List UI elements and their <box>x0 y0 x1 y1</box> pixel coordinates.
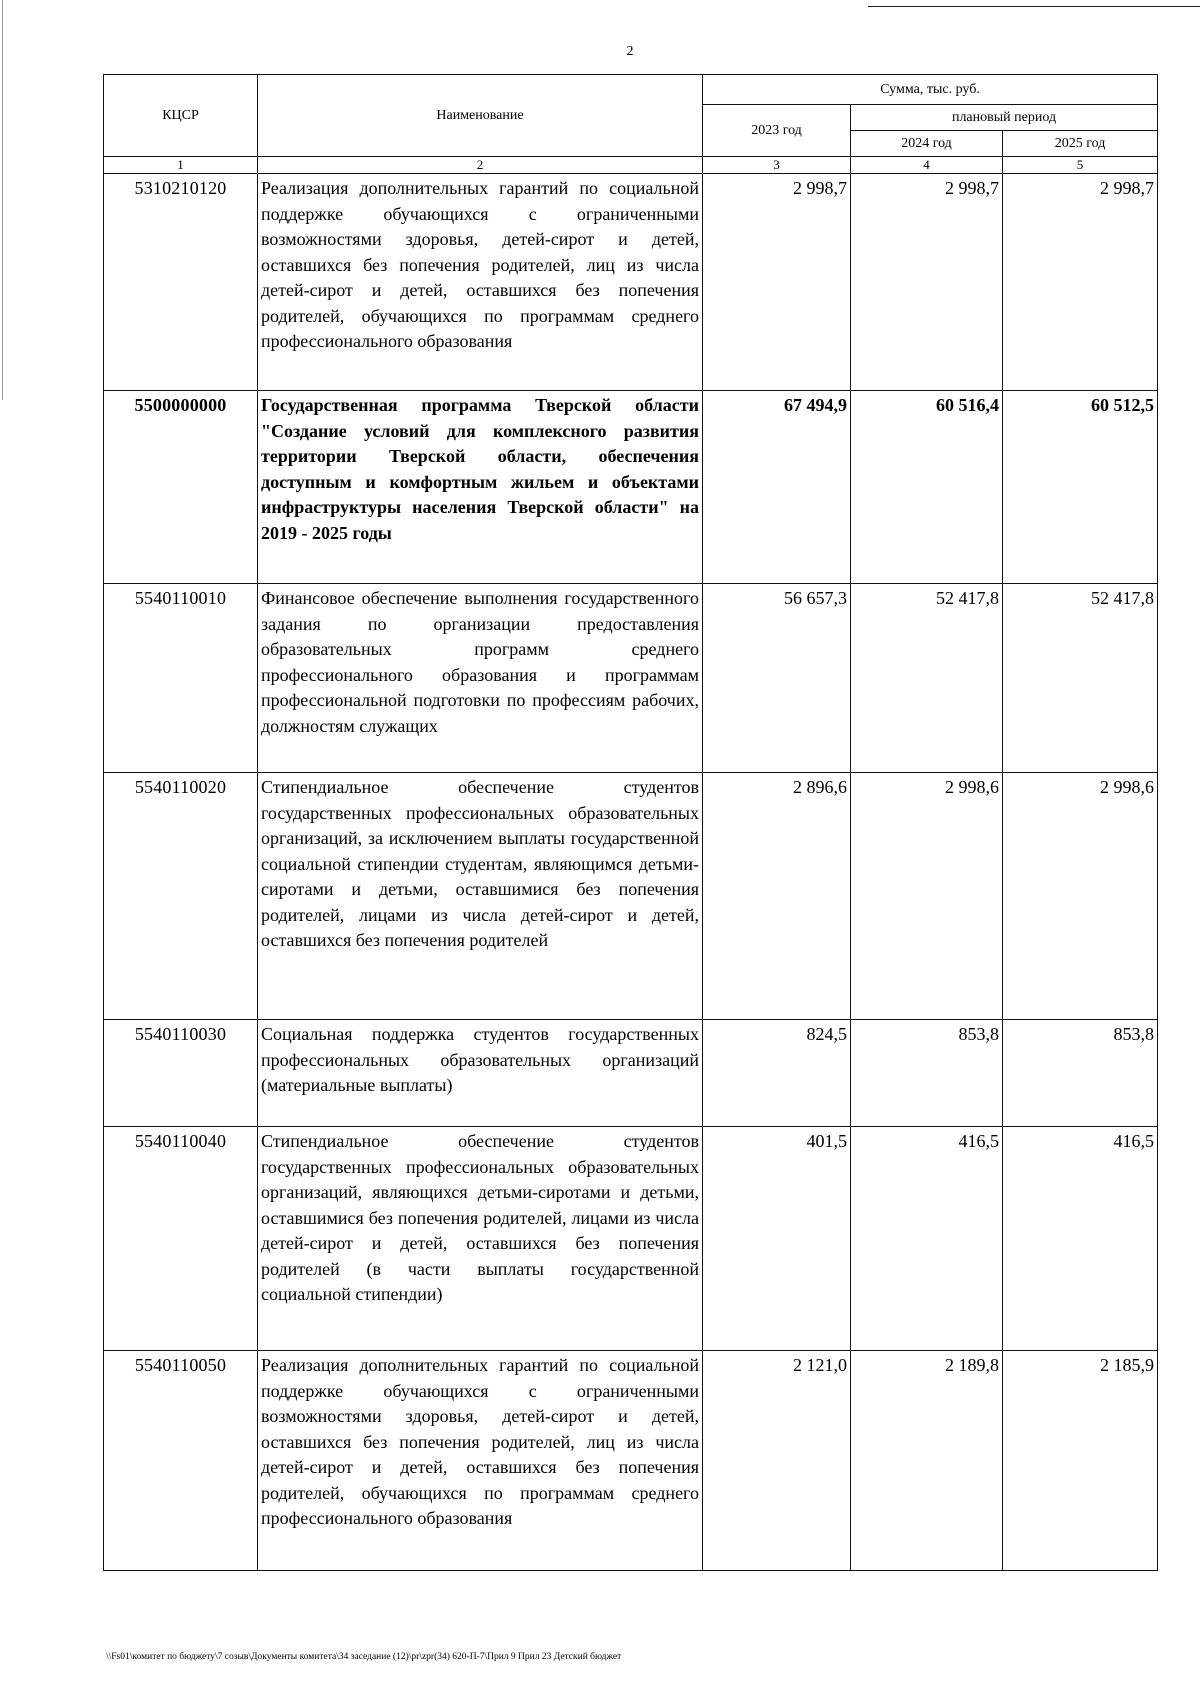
column-index: 2 <box>258 157 703 174</box>
row-code: 5540110050 <box>104 1351 258 1571</box>
row-value-2025: 52 417,8 <box>1003 584 1158 773</box>
table-row <box>104 1020 1158 1127</box>
row-code: 5540110040 <box>104 1127 258 1351</box>
row-value-2023: 2 121,0 <box>703 1351 851 1571</box>
header-planning-period: плановый период <box>851 105 1158 131</box>
budget-table <box>103 74 1158 1571</box>
header-year-2024: 2024 год <box>851 131 1003 157</box>
table-row <box>104 174 1158 391</box>
row-value-2023: 401,5 <box>703 1127 851 1351</box>
row-name: Реализация дополнительных гарантий по социальной поддержке обучающихся с ограниченными возможностями здоровья, детей-сирот и детей, оставшихся без попечения родителей, лиц из числа детей-сирот и детей, оставшихся без попечения родителей, обучающихся по программам среднего профессионального образования <box>258 1351 703 1571</box>
table-row <box>104 1127 1158 1351</box>
page-number: 2 <box>626 44 634 59</box>
row-code: 5540110020 <box>104 773 258 1020</box>
top-rule <box>868 6 1200 7</box>
row-value-2023: 67 494,9 <box>703 391 851 584</box>
table-row <box>104 391 1158 584</box>
row-value-2024: 2 998,7 <box>851 174 1003 391</box>
row-value-2025: 2 998,7 <box>1003 174 1158 391</box>
row-code: 5500000000 <box>104 391 258 584</box>
row-code: 5310210120 <box>104 174 258 391</box>
row-value-2023: 824,5 <box>703 1020 851 1127</box>
header-year-2023: 2023 год <box>703 105 851 157</box>
scan-edge-line <box>2 0 3 400</box>
footer-file-path: \\Fs01\комитет по бюджету\7 созыв\Документы комитета\34 заседание (12)\pr\zpr(34) 620-П-7\Прил 9 Прил 23 Детский бюджет <box>106 1652 622 1662</box>
row-name: Государственная программа Тверской области "Создание условий для комплексного развития территории Тверской области, обеспечения доступным и комфортным жильем и объектами инфраструктуры населения Тверской области" на 2019 - 2025 годы <box>258 391 703 584</box>
column-index: 5 <box>1003 157 1158 174</box>
header-name: Наименование <box>258 75 703 157</box>
row-value-2023: 2 896,6 <box>703 773 851 1020</box>
row-value-2025: 416,5 <box>1003 1127 1158 1351</box>
column-index: 3 <box>703 157 851 174</box>
row-code: 5540110030 <box>104 1020 258 1127</box>
row-value-2023: 56 657,3 <box>703 584 851 773</box>
row-value-2025: 2 998,6 <box>1003 773 1158 1020</box>
row-code: 5540110010 <box>104 584 258 773</box>
row-value-2024: 2 998,6 <box>851 773 1003 1020</box>
table-row <box>104 1351 1158 1571</box>
row-name: Финансовое обеспечение выполнения государственного задания по организации предоставления образовательных программ среднего профессионального образования и программам профессиональной подготовки по профессиям рабочих, должностям служащих <box>258 584 703 773</box>
header-year-2025: 2025 год <box>1003 131 1158 157</box>
row-name: Реализация дополнительных гарантий по социальной поддержке обучающихся с ограниченными возможностями здоровья, детей-сирот и детей, оставшихся без попечения родителей, лиц из числа детей-сирот и детей, оставшихся без попечения родителей, обучающихся по программам среднего профессионального образования <box>258 174 703 391</box>
row-name: Стипендиальное обеспечение студентов государственных профессиональных образовательных организаций, являющихся детьми-сиротами и детьми, оставшимися без попечения родителей, лицами из числа детей-сирот и детей, оставшихся без попечения родителей (в части выплаты государственной социальной стипендии) <box>258 1127 703 1351</box>
header-amount-group: Сумма, тыс. руб. <box>703 75 1158 105</box>
row-value-2024: 52 417,8 <box>851 584 1003 773</box>
row-value-2025: 2 185,9 <box>1003 1351 1158 1571</box>
column-index: 4 <box>851 157 1003 174</box>
row-name: Социальная поддержка студентов государственных профессиональных образовательных организаций (материальные выплаты) <box>258 1020 703 1127</box>
row-value-2024: 2 189,8 <box>851 1351 1003 1571</box>
table-row <box>104 584 1158 773</box>
row-value-2024: 60 516,4 <box>851 391 1003 584</box>
table-row <box>104 773 1158 1020</box>
row-value-2024: 853,8 <box>851 1020 1003 1127</box>
row-value-2024: 416,5 <box>851 1127 1003 1351</box>
row-value-2025: 60 512,5 <box>1003 391 1158 584</box>
row-value-2023: 2 998,7 <box>703 174 851 391</box>
column-index: 1 <box>104 157 258 174</box>
row-value-2025: 853,8 <box>1003 1020 1158 1127</box>
header-code: КЦСР <box>104 75 258 157</box>
row-name: Стипендиальное обеспечение студентов государственных профессиональных образовательных организаций, за исключением выплаты государственной социальной стипендии студентам, являющимся детьми-сиротами и детьми, оставшимися без попечения родителей, лицами из числа детей-сирот и детей, оставшихся без попечения родителей <box>258 773 703 1020</box>
